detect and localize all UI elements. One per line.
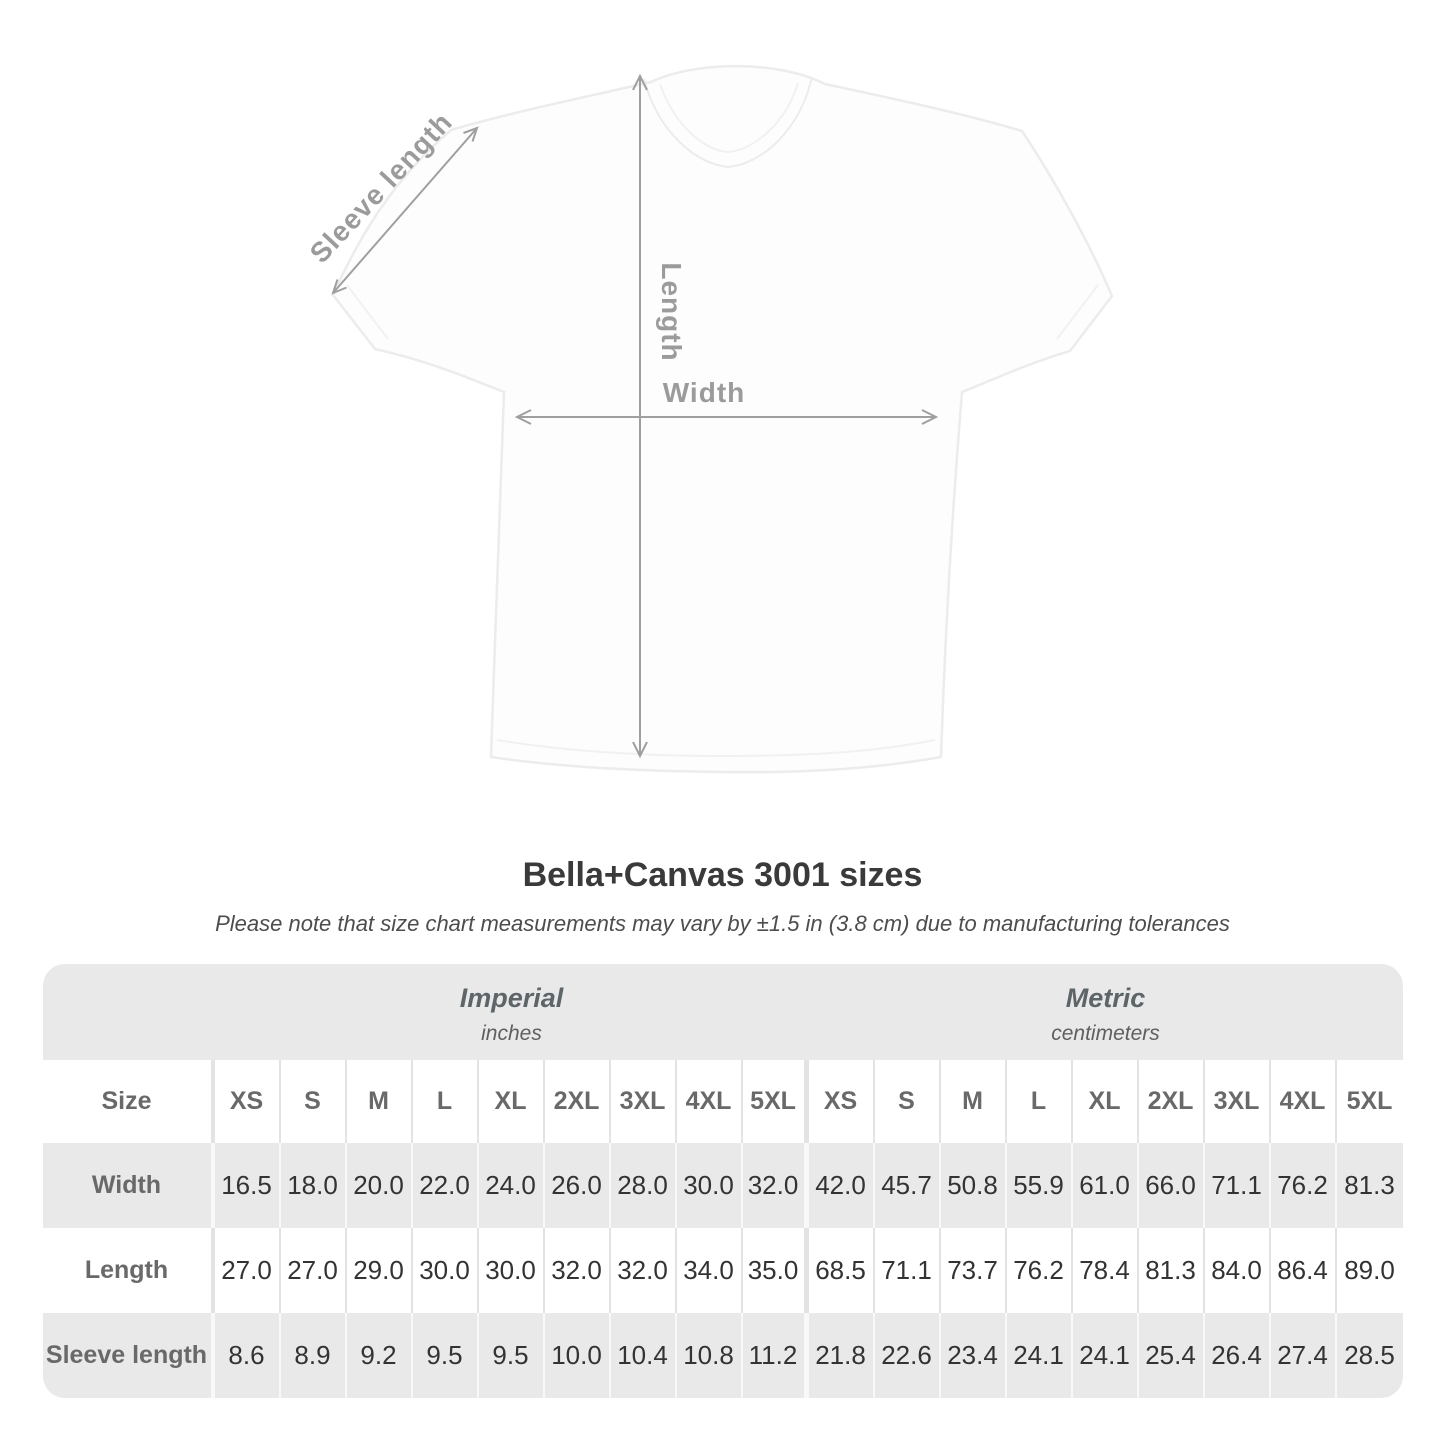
value-sleeve-length-metric-5xl: 28.5 [1344,1340,1395,1370]
value-width-imperial-5xl: 32.0 [743,1143,809,1228]
width-label: Width [662,377,746,408]
metric-header [809,964,1403,1060]
value-width-imperial-4xl: 30.0 [677,1143,743,1228]
metric-title: Metric [1065,982,1146,1013]
value-width-metric-xl: 61.0 [1073,1143,1139,1228]
value-sleeve-length-metric-s: 22.6 [875,1313,941,1398]
measurement-row-width [43,1143,1403,1228]
value-sleeve-length-imperial-3xl: 10.4 [611,1313,677,1398]
size-header-metric-xs: XS [809,1060,875,1143]
value-width-metric-5xl: 81.3 [1344,1170,1395,1200]
value-length-imperial-xs: 27.0 [215,1228,281,1313]
size-header-imperial-5xl: 5XL [743,1060,809,1143]
value-sleeve-length-metric-l: 24.1 [1007,1313,1073,1398]
value-width-metric-4xl: 76.2 [1271,1143,1337,1228]
size-header-metric-5xl: 5XL [1346,1087,1393,1115]
value-length-metric-4xl: 86.4 [1271,1228,1337,1313]
value-length-metric-xs: 68.5 [809,1228,875,1313]
value-length-metric-3xl: 84.0 [1205,1228,1271,1313]
value-sleeve-length-imperial-xs: 8.6 [215,1313,281,1398]
value-width-imperial-m: 20.0 [347,1143,413,1228]
value-sleeve-length-imperial-m: 9.2 [347,1313,413,1398]
value-sleeve-length-imperial-4xl: 10.8 [677,1313,743,1398]
value-sleeve-length-imperial-xl: 9.5 [479,1313,545,1398]
value-length-imperial-l: 30.0 [413,1228,479,1313]
corner-cell [43,964,215,1060]
value-length-imperial-m: 29.0 [347,1228,413,1313]
measurement-row-length [43,1228,1403,1313]
row-label: Length [43,1228,215,1313]
sleeve-length-label: Sleeve length [303,106,459,269]
value-sleeve-length-imperial-2xl: 10.0 [545,1313,611,1398]
metric-unit: centimeters [1051,1021,1160,1045]
size-header-metric-4xl: 4XL [1271,1060,1337,1143]
value-width-metric-m: 50.8 [941,1143,1007,1228]
value-length-metric-5xl: 89.0 [1344,1255,1395,1285]
page-title: Bella+Canvas 3001 sizes [522,856,923,894]
value-sleeve-length-imperial-l: 9.5 [413,1313,479,1398]
imperial-header [215,964,809,1060]
value-length-imperial-3xl: 32.0 [611,1228,677,1313]
value-length-imperial-xl: 30.0 [479,1228,545,1313]
value-sleeve-length-imperial-5xl: 11.2 [743,1313,809,1398]
value-width-metric-2xl: 66.0 [1139,1143,1205,1228]
value-length-imperial-4xl: 34.0 [677,1228,743,1313]
value-length-metric-m: 73.7 [941,1228,1007,1313]
size-header-metric-xl: XL [1073,1060,1139,1143]
size-header-metric-3xl: 3XL [1205,1060,1271,1143]
size-header-imperial-2xl: 2XL [545,1060,611,1143]
row-label: Sleeve length [43,1313,215,1398]
size-header-metric-2xl: 2XL [1139,1060,1205,1143]
value-width-metric-s: 45.7 [875,1143,941,1228]
value-sleeve-length-metric-3xl: 26.4 [1205,1313,1271,1398]
size-header-imperial-4xl: 4XL [677,1060,743,1143]
value-width-metric-3xl: 71.1 [1205,1143,1271,1228]
imperial-unit: inches [481,1021,542,1045]
value-width-imperial-2xl: 26.0 [545,1143,611,1228]
value-length-metric-xl: 78.4 [1073,1228,1139,1313]
value-length-imperial-5xl: 35.0 [743,1228,809,1313]
value-length-imperial-2xl: 32.0 [545,1228,611,1313]
size-header-imperial-xs: XS [215,1060,281,1143]
value-width-metric-xs: 42.0 [809,1143,875,1228]
size-header-imperial-l: L [413,1060,479,1143]
value-width-imperial-l: 22.0 [413,1143,479,1228]
size-header-imperial-m: M [347,1060,413,1143]
value-width-metric-l: 55.9 [1007,1143,1073,1228]
size-header-imperial-xl: XL [479,1060,545,1143]
value-width-imperial-xl: 24.0 [479,1143,545,1228]
tshirt-body [333,66,1112,772]
size-header-metric-m: M [941,1060,1007,1143]
value-length-metric-2xl: 81.3 [1139,1228,1205,1313]
value-sleeve-length-metric-2xl: 25.4 [1139,1313,1205,1398]
value-sleeve-length-metric-m: 23.4 [941,1313,1007,1398]
size-header-metric-s: S [875,1060,941,1143]
length-label: Length [656,262,687,362]
size-column-label: Size [43,1060,215,1143]
value-width-imperial-xs: 16.5 [215,1143,281,1228]
value-sleeve-length-imperial-s: 8.9 [281,1313,347,1398]
size-header-row [43,1060,1403,1143]
value-width-imperial-3xl: 28.0 [611,1143,677,1228]
row-label: Width [43,1143,215,1228]
value-length-imperial-s: 27.0 [281,1228,347,1313]
value-length-metric-l: 76.2 [1007,1228,1073,1313]
measurement-row-sleeve-length [43,1313,1403,1398]
size-chart-table [43,964,1403,1398]
value-sleeve-length-metric-xs: 21.8 [809,1313,875,1398]
size-header-imperial-s: S [281,1060,347,1143]
unit-header-row [43,964,1403,1060]
value-length-metric-s: 71.1 [875,1228,941,1313]
size-header-metric-l: L [1007,1060,1073,1143]
value-width-imperial-s: 18.0 [281,1143,347,1228]
tolerance-note: Please note that size chart measurements may vary by ±1.5 in (3.8 cm) due to manufacturing tolerances [215,911,1230,936]
value-sleeve-length-metric-xl: 24.1 [1073,1313,1139,1398]
size-header-imperial-3xl: 3XL [611,1060,677,1143]
imperial-title: Imperial [459,982,564,1013]
value-sleeve-length-metric-4xl: 27.4 [1271,1313,1337,1398]
